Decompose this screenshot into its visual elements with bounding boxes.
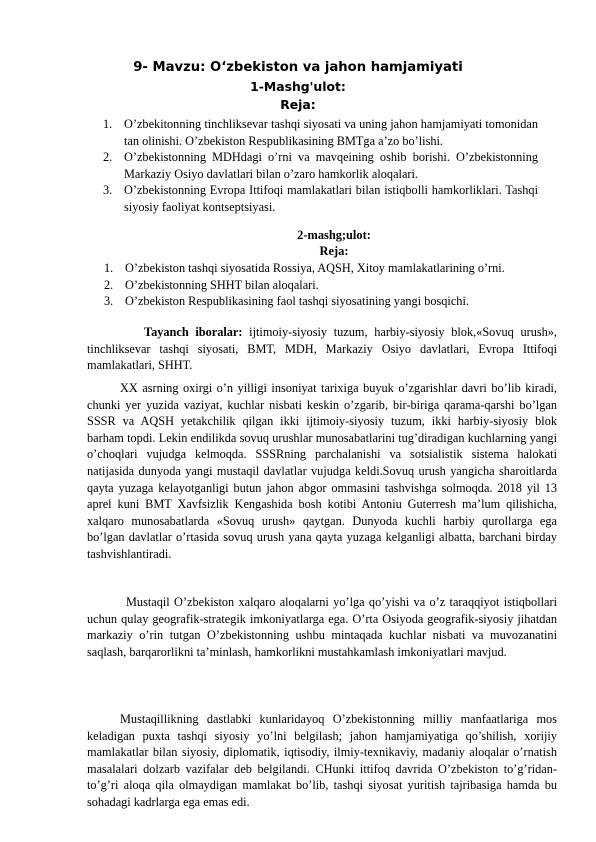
lesson2-plan-heading: Reja:	[319, 244, 349, 258]
lesson2-plan-list	[104, 260, 554, 310]
lesson2-heading: 2-mashg;ulot:	[297, 228, 371, 242]
keywords-text: ijtimoiy-siyosiy tuzum, harbiy-siyosiy blok,«Sovuq urush», tinchliksevar tashqi siyosati, BMT, MDH, Markaziy Osiyo davlatlari, Evropa Ittifoqi mamlakatlari, SHHT.	[87, 325, 557, 373]
lesson1-plan-list	[103, 116, 538, 216]
lesson1-plan-heading: Reja:	[280, 97, 316, 112]
list-item: 3. O’zbekiston Respublikasining faol tashqi siyosatining yangi bosqichi.	[104, 294, 469, 309]
list-item: 3. O’zbekistonning Evropa Ittifoqi mamlakatlari bilan istiqbolli hamkorliklari. Tashqi siyosiy faoliyat kontseptsiyasi.	[103, 183, 538, 214]
list-item: 1. O’zbekiston tashqi siyosatida Rossiya, AQSH, Xitoy mamlakatlarining o’rni.	[104, 261, 505, 275]
body-paragraph-2: Mustaqil O’zbekiston xalqaro aloqalarni yo’lga qo’yishi va o’z taraqqiyot istiqbollari uchun qulay geografik-strategik imkoniyatlarga ega. O’rta Osiyoda geografik-siyosiy jihatdan markaziy o’rin tutgan O’zbekistonning ushbu mintaqada kuchlar nisbati va muvozanatini saqlash, barqarorlikni ta’minlash, hamkorlikni mustahkamlash imkoniyatlari mavjud.	[87, 595, 557, 659]
list-item: 1. O’zbekitonning tinchliksevar tashqi siyosati va uning jahon hamjamiyati tomonidan tan olinishi. O’zbekiston Respublikasining BMTga a’zo bo’lishi.	[103, 117, 538, 148]
keywords-label: Tayanch iboralar:	[144, 325, 243, 339]
keywords-paragraph	[87, 324, 557, 374]
topic-title: 9- Mavzu: O‘zbekiston va jahon hamjamiyati	[133, 60, 463, 75]
lesson1-heading: 1-Mashg'ulot:	[250, 79, 346, 94]
list-item: 2. O’zbekistonning MDHdagi o’rni va mavqeining oshib borishi. O’zbekistonning Markaziy Osiyo davlatlari bilan o’zaro hamkorlik aloqalari.	[103, 150, 538, 181]
list-item: 2. O’zbekistonning SHHT bilan aloqalari.	[104, 277, 319, 292]
body-paragraph-1: XX asrning oxirgi o’n yilligi insoniyat tarixiga buyuk o’zgarishlar davri bo’lib kiradi, chunki yer yuzida vaziyat, kuchlar nisbati keskin o’zgarib, bir-biriga qarama-qarshi bo’lgan SSSR va AQSH yetakchilik qilgan ikki ijtimoiy-siyosiy tuzum, ikki harbiy-siyosiy blok barham topdi. Lekin endilikda sovuq urushlar munosabatlarini tug’diradigan kuchlarning yangi o’choqlari vujudga kelmoqda. SSSRning parchalanishi va sotsialistik sistema halokati natijasida dunyoda yangi mustaqil davlatlar vujudga keldi.Sovuq urush yangicha sharoitlarda qayta yuzaga kelayotganligi butun jahon abgor ommasini tashvishga solmoqda. 2018 yil 13 aprel kuni BMT Xavfsizlik Kengashida bosh kotibi Antoniu Guterresh ma’lum qilishicha, xalqaro munosabatlarda «Sovuq urush» qaytgan. Dunyoda kuchli harbiy qurollarga ega bo’lgan davlatlar o’rtasida sovuq urush yana qayta yuzaga kelganligi albatta, barchani birday tashvishlantiradi.	[87, 381, 557, 561]
body-paragraph-3: Mustaqillikning dastlabki kunlaridayoq O’zbekistonning milliy manfaatlariga mos keladigan puxta tashqi siyosiy yo’lni belgilash; jahon hamjamiyatiga qo’shilish, xorijiy mamlakatlar bilan siyosiy, diplomatik, iqtisodiy, ilmiy-texnikaviy, madaniy aloqalar o’rnatish masalalari dolzarb vazifalar deb belgilandi. CHunki ittifoq davrida O’zbekiston to’g’ridan-to’g’ri aloqa qila olmaydigan mamlakat bo’lib, tashqi siyosat yuritish tajribasiga hamda bu sohadagi kadrlarga ega emas edi.	[87, 712, 557, 809]
